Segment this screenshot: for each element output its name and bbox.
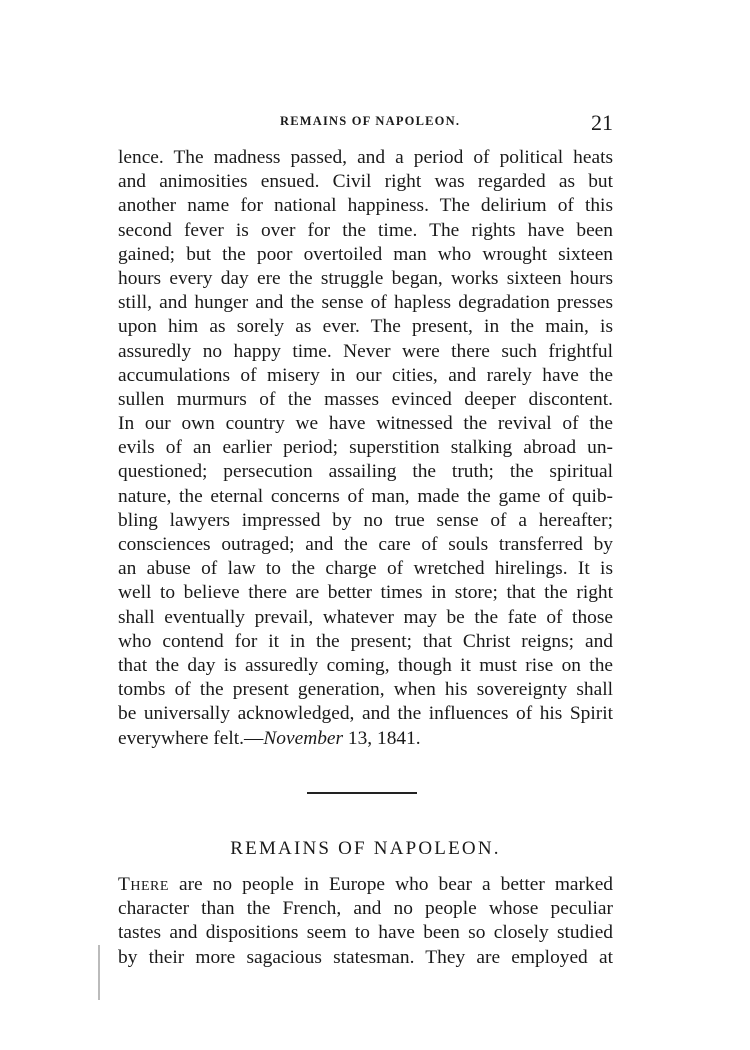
closing-line: [118, 727, 613, 751]
body-line: hours every day ere the struggle began, works sixteen hours: [118, 267, 613, 289]
body-line: bling lawyers impressed by no true sense of a hereafter;: [118, 509, 613, 531]
body-line: upon him as sorely as ever. The present, in the main, is: [118, 316, 613, 338]
body-line: be universally acknowledged, and the influences of his Spirit: [118, 703, 613, 725]
body-line: evils of an earlier period; superstition stalking abroad un-: [118, 437, 613, 459]
body-line: another name for national happiness. The delirium of this: [118, 195, 613, 217]
body-line: well to believe there are better times in store; that the right: [118, 582, 613, 604]
closing-date-month: November: [263, 727, 344, 749]
section-divider: [307, 792, 417, 794]
body-line: questioned; persecution assailing the truth; the spiritual: [118, 461, 613, 483]
body-line: and animosities ensued. Civil right was regarded as but: [118, 171, 613, 193]
section-line: character than the French, and no people whose peculiar: [118, 898, 613, 920]
body-line: consciences outraged; and the care of souls transferred by: [118, 534, 613, 555]
section-text: [118, 873, 613, 970]
section-title: REMAINS OF NAPOLEON.: [230, 838, 501, 859]
section-first-word: There: [118, 874, 169, 895]
body-line: nature, the eternal concerns of man, made the game of quib-: [118, 485, 613, 507]
section-first-line-rest: are no people in Europe who bear a better marked: [168, 874, 613, 895]
body-line: tombs of the present generation, when his sovereignty shall: [118, 679, 613, 701]
body-line: who contend for it in the present; that Christ reigns; and: [118, 630, 613, 652]
section-line: tastes and dispositions seem to have been so closely studied: [118, 922, 613, 944]
body-line: shall eventually prevail, whatever may be the fate of those: [118, 606, 613, 628]
section-line: by their more sagacious statesman. They are employed at: [118, 946, 613, 968]
body-text: [118, 146, 613, 751]
body-line: second fever is over for the time. The rights have been: [118, 219, 613, 241]
section-first-line: [118, 873, 613, 897]
closing-date-rest: 13, 1841.: [343, 727, 421, 749]
page-edge-mark: [98, 945, 100, 1000]
body-line: accumulations of misery in our cities, and rarely have the: [118, 364, 613, 386]
body-line: still, and hunger and the sense of hapless degradation presses: [118, 292, 613, 314]
running-head: [118, 110, 613, 134]
running-head-title: REMAINS OF NAPOLEON.: [280, 114, 461, 128]
body-line: that the day is assuredly coming, though it must rise on the: [118, 654, 613, 676]
closing-text: everywhere felt.—: [118, 727, 264, 749]
body-line: lence. The madness passed, and a period of political heats: [118, 147, 613, 168]
body-line: sullen murmurs of the masses evinced deeper discontent.: [118, 388, 613, 410]
body-line: assuredly no happy time. Never were there such frightful: [118, 340, 613, 362]
body-line: an abuse of law to the charge of wretched hirelings. It is: [118, 558, 613, 580]
body-line: In our own country we have witnessed the revival of the: [118, 413, 613, 435]
page-number: 21: [591, 110, 613, 135]
body-line: gained; but the poor overtoiled man who wrought sixteen: [118, 243, 613, 265]
